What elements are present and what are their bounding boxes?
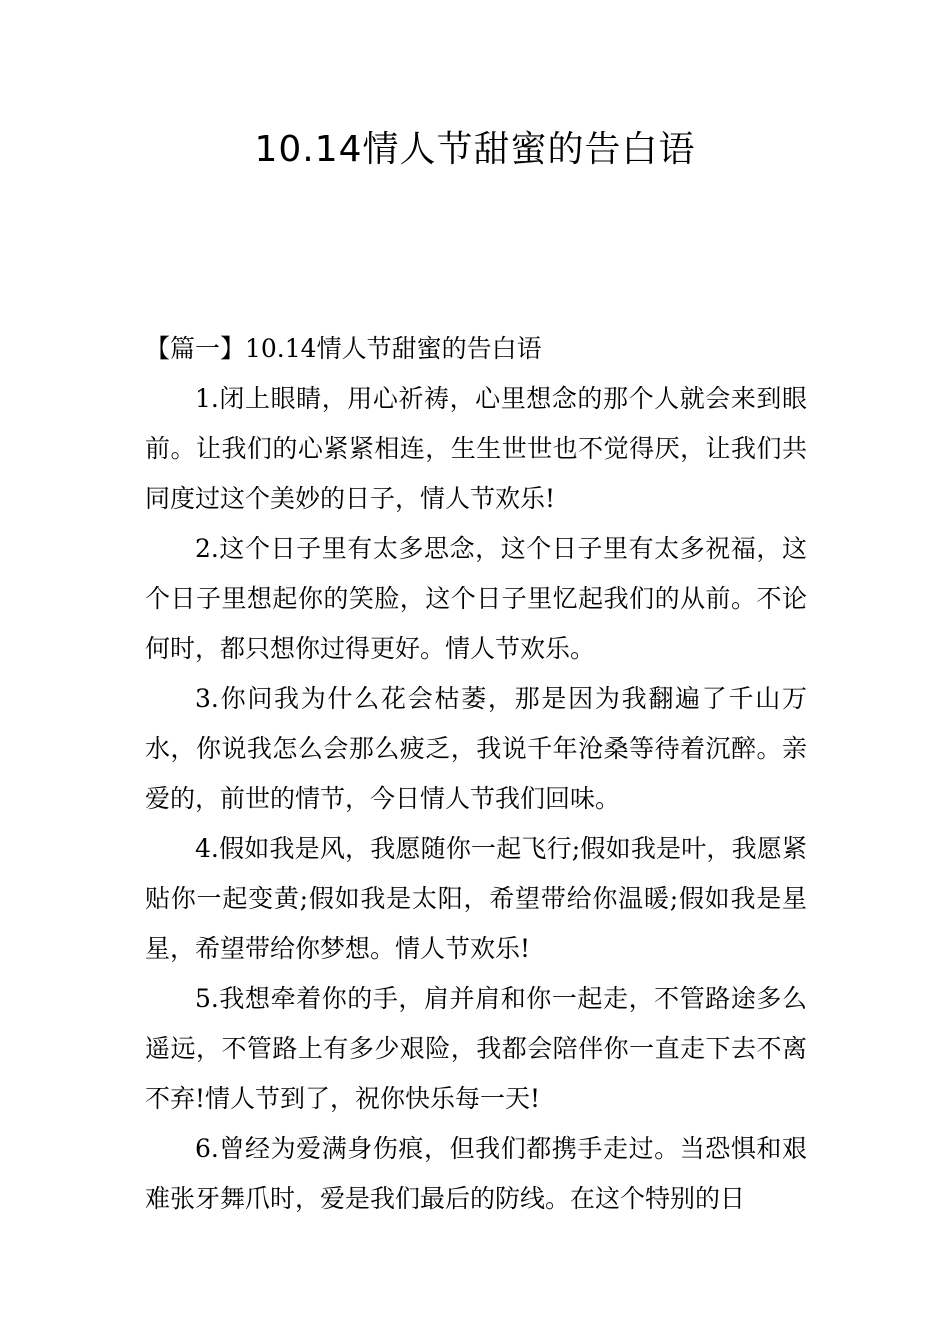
paragraph-1: 1.闭上眼睛，用心祈祷，心里想念的那个人就会来到眼前。让我们的心紧紧相连，生生世世也不觉得厌，让我们共同度过这个美妙的日子，情人节欢乐!	[145, 384, 807, 513]
document-title: 10.14情人节甜蜜的告白语	[254, 129, 696, 170]
section-heading: 【篇一】10.14情人节甜蜜的告白语	[145, 334, 542, 363]
document-body	[145, 324, 807, 1224]
paragraph-4: 4.假如我是风，我愿随你一起飞行;假如我是叶，我愿紧贴你一起变黄;假如我是太阳，希望带给你温暖;假如我是星星，希望带给你梦想。情人节欢乐!	[145, 834, 807, 963]
paragraph-5: 5.我想牵着你的手，肩并肩和你一起走，不管路途多么遥远，不管路上有多少艰险，我都会陪伴你一直走下去不离不弃!情人节到了，祝你快乐每一天!	[145, 984, 807, 1113]
paragraph-3: 3.你问我为什么花会枯萎，那是因为我翻遍了千山万水，你说我怎么会那么疲乏，我说千年沧桑等待着沉醉。亲爱的，前世的情节，今日情人节我们回味。	[145, 684, 807, 813]
paragraph-6: 6.曾经为爱满身伤痕，但我们都携手走过。当恐惧和艰难张牙舞爪时，爱是我们最后的防线。在这个特别的日	[145, 1134, 807, 1213]
paragraph-2: 2.这个日子里有太多思念，这个日子里有太多祝福，这个日子里想起你的笑脸，这个日子里忆起我们的从前。不论何时，都只想你过得更好。情人节欢乐。	[145, 534, 807, 663]
